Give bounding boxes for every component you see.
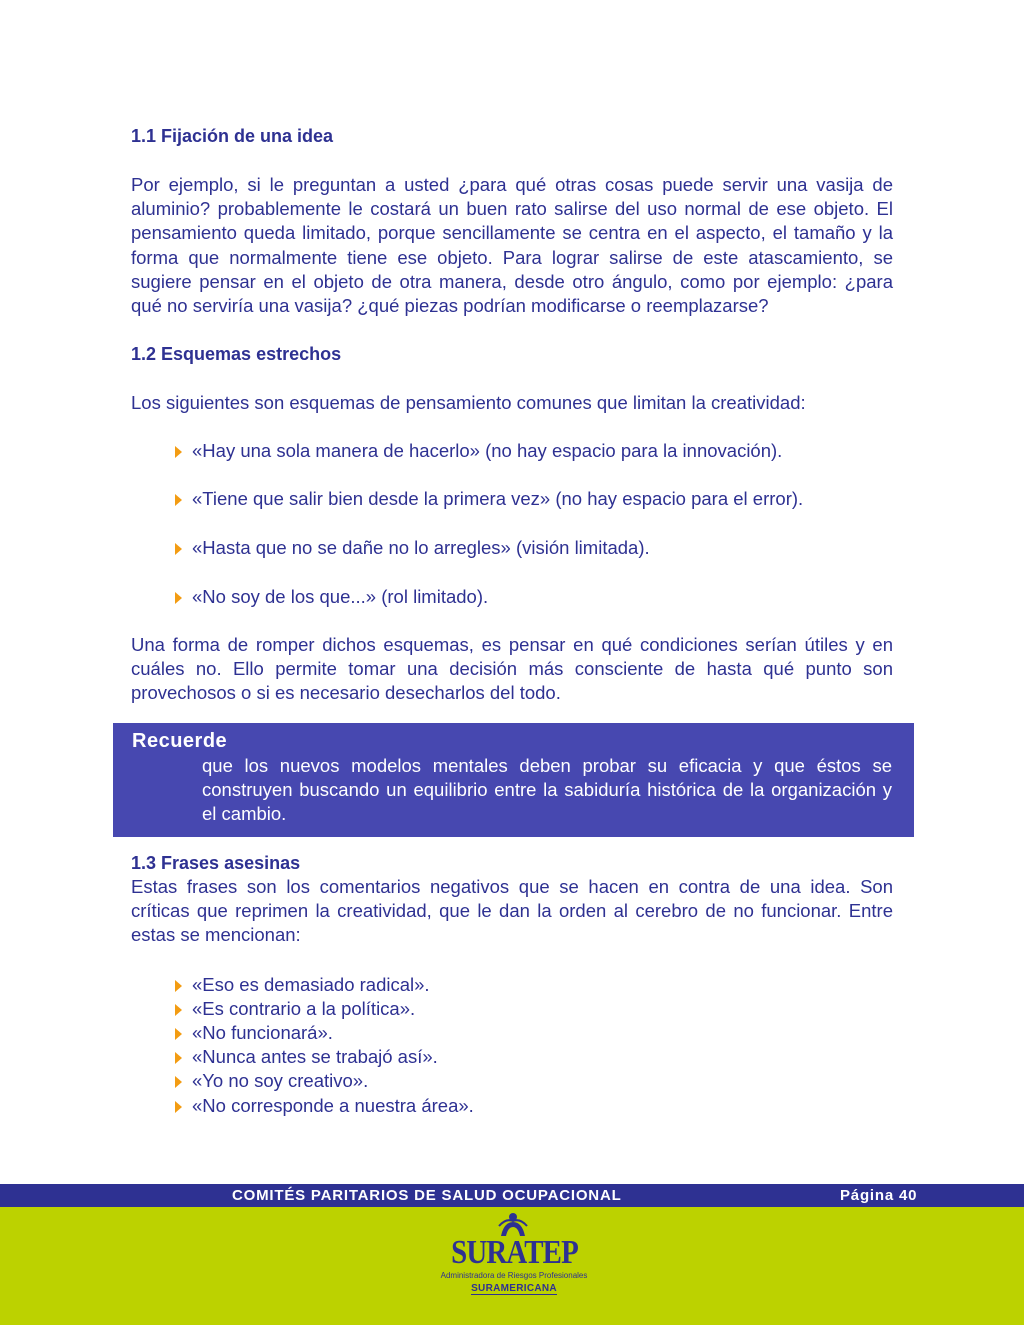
list-item-text: «No corresponde a nuestra área». [192, 1095, 474, 1116]
triangle-bullet-icon [175, 1076, 182, 1088]
list-item-text: «Nunca antes se trabajó así». [192, 1046, 438, 1067]
triangle-bullet-icon [175, 980, 182, 992]
triangle-bullet-icon [175, 592, 182, 604]
list-item [175, 585, 488, 609]
triangle-bullet-icon [175, 1028, 182, 1040]
logo-brand-text: SURAMERICANA [471, 1283, 557, 1294]
list-item [175, 973, 430, 997]
logo-name: SURATEP [451, 1234, 578, 1271]
section-heading-frases: 1.3 Frases asesinas [131, 853, 301, 873]
triangle-bullet-icon [175, 446, 182, 458]
page-number: Página 40 [840, 1187, 918, 1204]
list-item [175, 439, 782, 463]
footer-title: COMITÉS PARITARIOS DE SALUD OCUPACIONAL [232, 1187, 622, 1204]
triangle-bullet-icon [175, 1052, 182, 1064]
recuerde-callout [113, 723, 914, 837]
section-heading-fijacion: 1.1 Fijación de una idea [131, 126, 334, 146]
section-heading-esquemas: 1.2 Esquemas estrechos [131, 344, 342, 364]
callout-title: Recuerde [132, 730, 228, 752]
paragraph-esquemas-closing: Una forma de romper dichos esquemas, es pensar en qué condiciones serían útiles y en cuáles no. Ello permite tomar una decisión más consciente de hasta qué punto son provechosos o si es necesario desecharlos del todo. [131, 634, 893, 704]
list-item [175, 487, 803, 511]
paragraph-frases: Estas frases son los comentarios negativos que se hacen en contra de una idea. Son críticas que reprimen la creatividad, que le dan la orden al cerebro de no funcionar. Entre estas se mencionan: [131, 876, 893, 946]
list-item [175, 1069, 368, 1093]
list-item-text: «Es contrario a la política». [192, 998, 416, 1019]
list-item-text: «No soy de los que...» (rol limitado). [192, 586, 489, 607]
logo-brand [440, 1283, 588, 1295]
callout-text: que los nuevos modelos mentales deben probar su eficacia y que éstos se construyen buscando un equilibrio entre la sabiduría histórica de la organización y el cambio. [202, 755, 892, 825]
triangle-bullet-icon [175, 494, 182, 506]
list-item [175, 536, 650, 560]
list-item-text: «Eso es demasiado radical». [192, 974, 430, 995]
list-item-text: «Hasta que no se dañe no lo arregles» (visión limitada). [192, 537, 650, 558]
triangle-bullet-icon [175, 1004, 182, 1016]
list-item-text: «Tiene que salir bien desde la primera vez» (no hay espacio para el error). [192, 488, 804, 509]
list-item-text: «Hay una sola manera de hacerlo» (no hay espacio para la innovación). [192, 440, 783, 461]
triangle-bullet-icon [175, 543, 182, 555]
list-item [175, 997, 415, 1021]
paragraph-fijacion: Por ejemplo, si le preguntan a usted ¿para qué otras cosas puede servir una vasija de aluminio? probablemente le costará un buen rato salirse del uso normal de ese objeto. El pensamiento queda limitado, porque sencillamente se centra en el aspecto, el tamaño y la forma que normalmente tiene ese objeto. Para lograr salirse de este atascamiento, se sugiere pensar en el objeto de otra manera, desde otro ángulo, como por ejemplo: ¿para qué no serviría una vasija? ¿qué piezas podrían modificarse o reemplazarse? [131, 174, 893, 317]
triangle-bullet-icon [175, 1101, 182, 1113]
list-item-text: «No funcionará». [192, 1022, 333, 1043]
list-item [175, 1094, 474, 1118]
suratep-logo [440, 1212, 588, 1302]
logo-subtitle: Administradora de Riesgos Profesionales [440, 1271, 588, 1280]
list-item [175, 1021, 333, 1045]
list-item [175, 1045, 438, 1069]
footer-bar [0, 1184, 1024, 1207]
list-item-text: «Yo no soy creativo». [192, 1070, 369, 1091]
paragraph-esquemas-intro: Los siguientes son esquemas de pensamiento comunes que limitan la creatividad: [131, 392, 806, 413]
